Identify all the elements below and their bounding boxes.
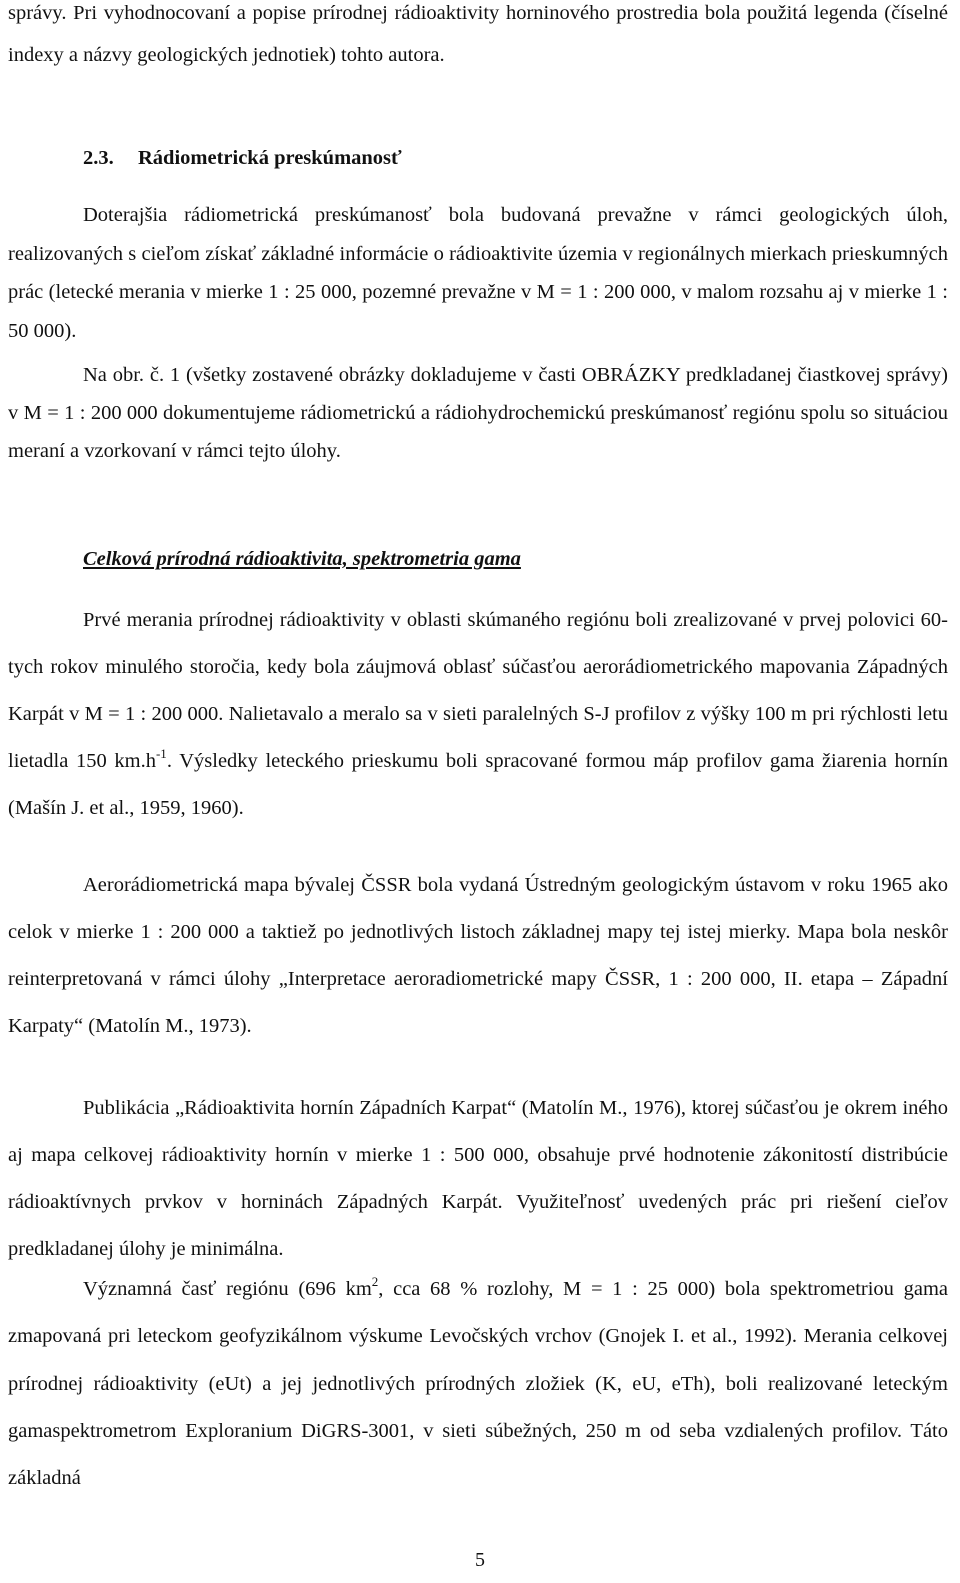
paragraph-vyznamna-cast (8, 1266, 948, 1502)
p6-text-b: , cca 68 % rozlohy, M = 1 : 25 000) bola spektrometriou gama zmapovaná pri leteckom geofyzikálnom výskume Levočských vrchov (Gnojek I. et al., 1992). Merania celkovej prírodnej rádioaktivity (eUt) a jej jednotlivých prírodných zložiek (K, eU, eTh), boli realizované leteckým gamaspektrometrom Exploranium DiGRS-3001, v sieti súbežných, 250 m od seba vzdialených profilov. Táto základná (8, 1278, 948, 1490)
section-title: Rádiometrická preskúmanosť (138, 147, 402, 169)
p6-superscript: 2 (371, 1274, 379, 1289)
section-number: 2.3. (83, 147, 114, 169)
p3-text-a: Prvé merania prírodnej rádioaktivity v oblasti skúmaného regiónu boli zrealizované v prvej polovici 60-tych rokov minulého storočia, kedy bola záujmová oblasť súčasťou aerorádiometrického mapovania Západných Karpát v M = 1 : 200 000. Nalietavalo a meralo sa v sieti paralelných S-J profilov z výšky 100 m pri rýchlosti letu lietadla 150 km.h (8, 609, 948, 772)
paragraph-prve-merania (8, 597, 948, 832)
subsection-heading: Celková prírodná rádioaktivita, spektrometria gama (83, 548, 521, 570)
paragraph-obrazok: Na obr. č. 1 (všetky zostavené obrázky dokladujeme v časti OBRÁZKY predkladanej čiastkovej správy) v M = 1 : 200 000 dokumentujeme rádiometrickú a rádiohydrochemickú preskúmanosť regiónu spolu so situáciou meraní a vzorkovaní v rámci tejto úlohy. (8, 364, 948, 462)
paragraph-preskumanost: Doterajšia rádiometrická preskúmanosť bola budovaná prevažne v rámci geologických úloh, realizovaných s cieľom získať základné informácie o rádioaktivite územia v regionálnych mierkach prieskumných prác (letecké merania v mierke 1 : 25 000, pozemné prevažne v M = 1 : 200 000, v malom rozsahu aj v mierke 1 : 50 000). (8, 204, 948, 342)
p6-text-a: Významná časť regiónu (696 km (83, 1278, 372, 1300)
p3-text-b: . Výsledky leteckého prieskumu boli spracované formou máp profilov gama žiarenia hornín (Mašín J. et al., 1959, 1960). (8, 750, 948, 819)
page-number: 5 (475, 1549, 485, 1571)
paragraph-aeroradiometricka-mapa: Aerorádiometrická mapa bývalej ČSSR bola vydaná Ústredným geologickým ústavom v roku 1965 ako celok v mierke 1 : 200 000 a taktiež po jednotlivých listoch základnej mapy tej istej mierky. Mapa bola neskôr reinterpretovaná v rámci úlohy „Interpretace aeroradiometrické mapy ČSSR, 1 : 200 000, II. etapa – Západní Karpaty“ (Matolín M., 1973). (8, 874, 948, 1037)
section-heading (83, 142, 402, 174)
paragraph-publikacia: Publikácia „Rádioaktivita hornín Západních Karpat“ (Matolín M., 1976), ktorej súčasťou je okrem iného aj mapa celkovej rádioaktivity hornín v mierke 1 : 500 000, obsahuje prvé hodnotenie zákonitostí distribúcie rádioaktívnych prvkov v horninách Západných Karpát. Využiteľnosť uvedených prác pri riešení cieľov predkladanej úlohy je minimálna. (8, 1097, 948, 1260)
intro-paragraph: správy. Pri vyhodnocovaní a popise prírodnej rádioaktivity horninového prostredia bola použitá legenda (číselné indexy a názvy geologických jednotiek) tohto autora. (8, 2, 948, 66)
p3-superscript: -1 (155, 746, 167, 761)
